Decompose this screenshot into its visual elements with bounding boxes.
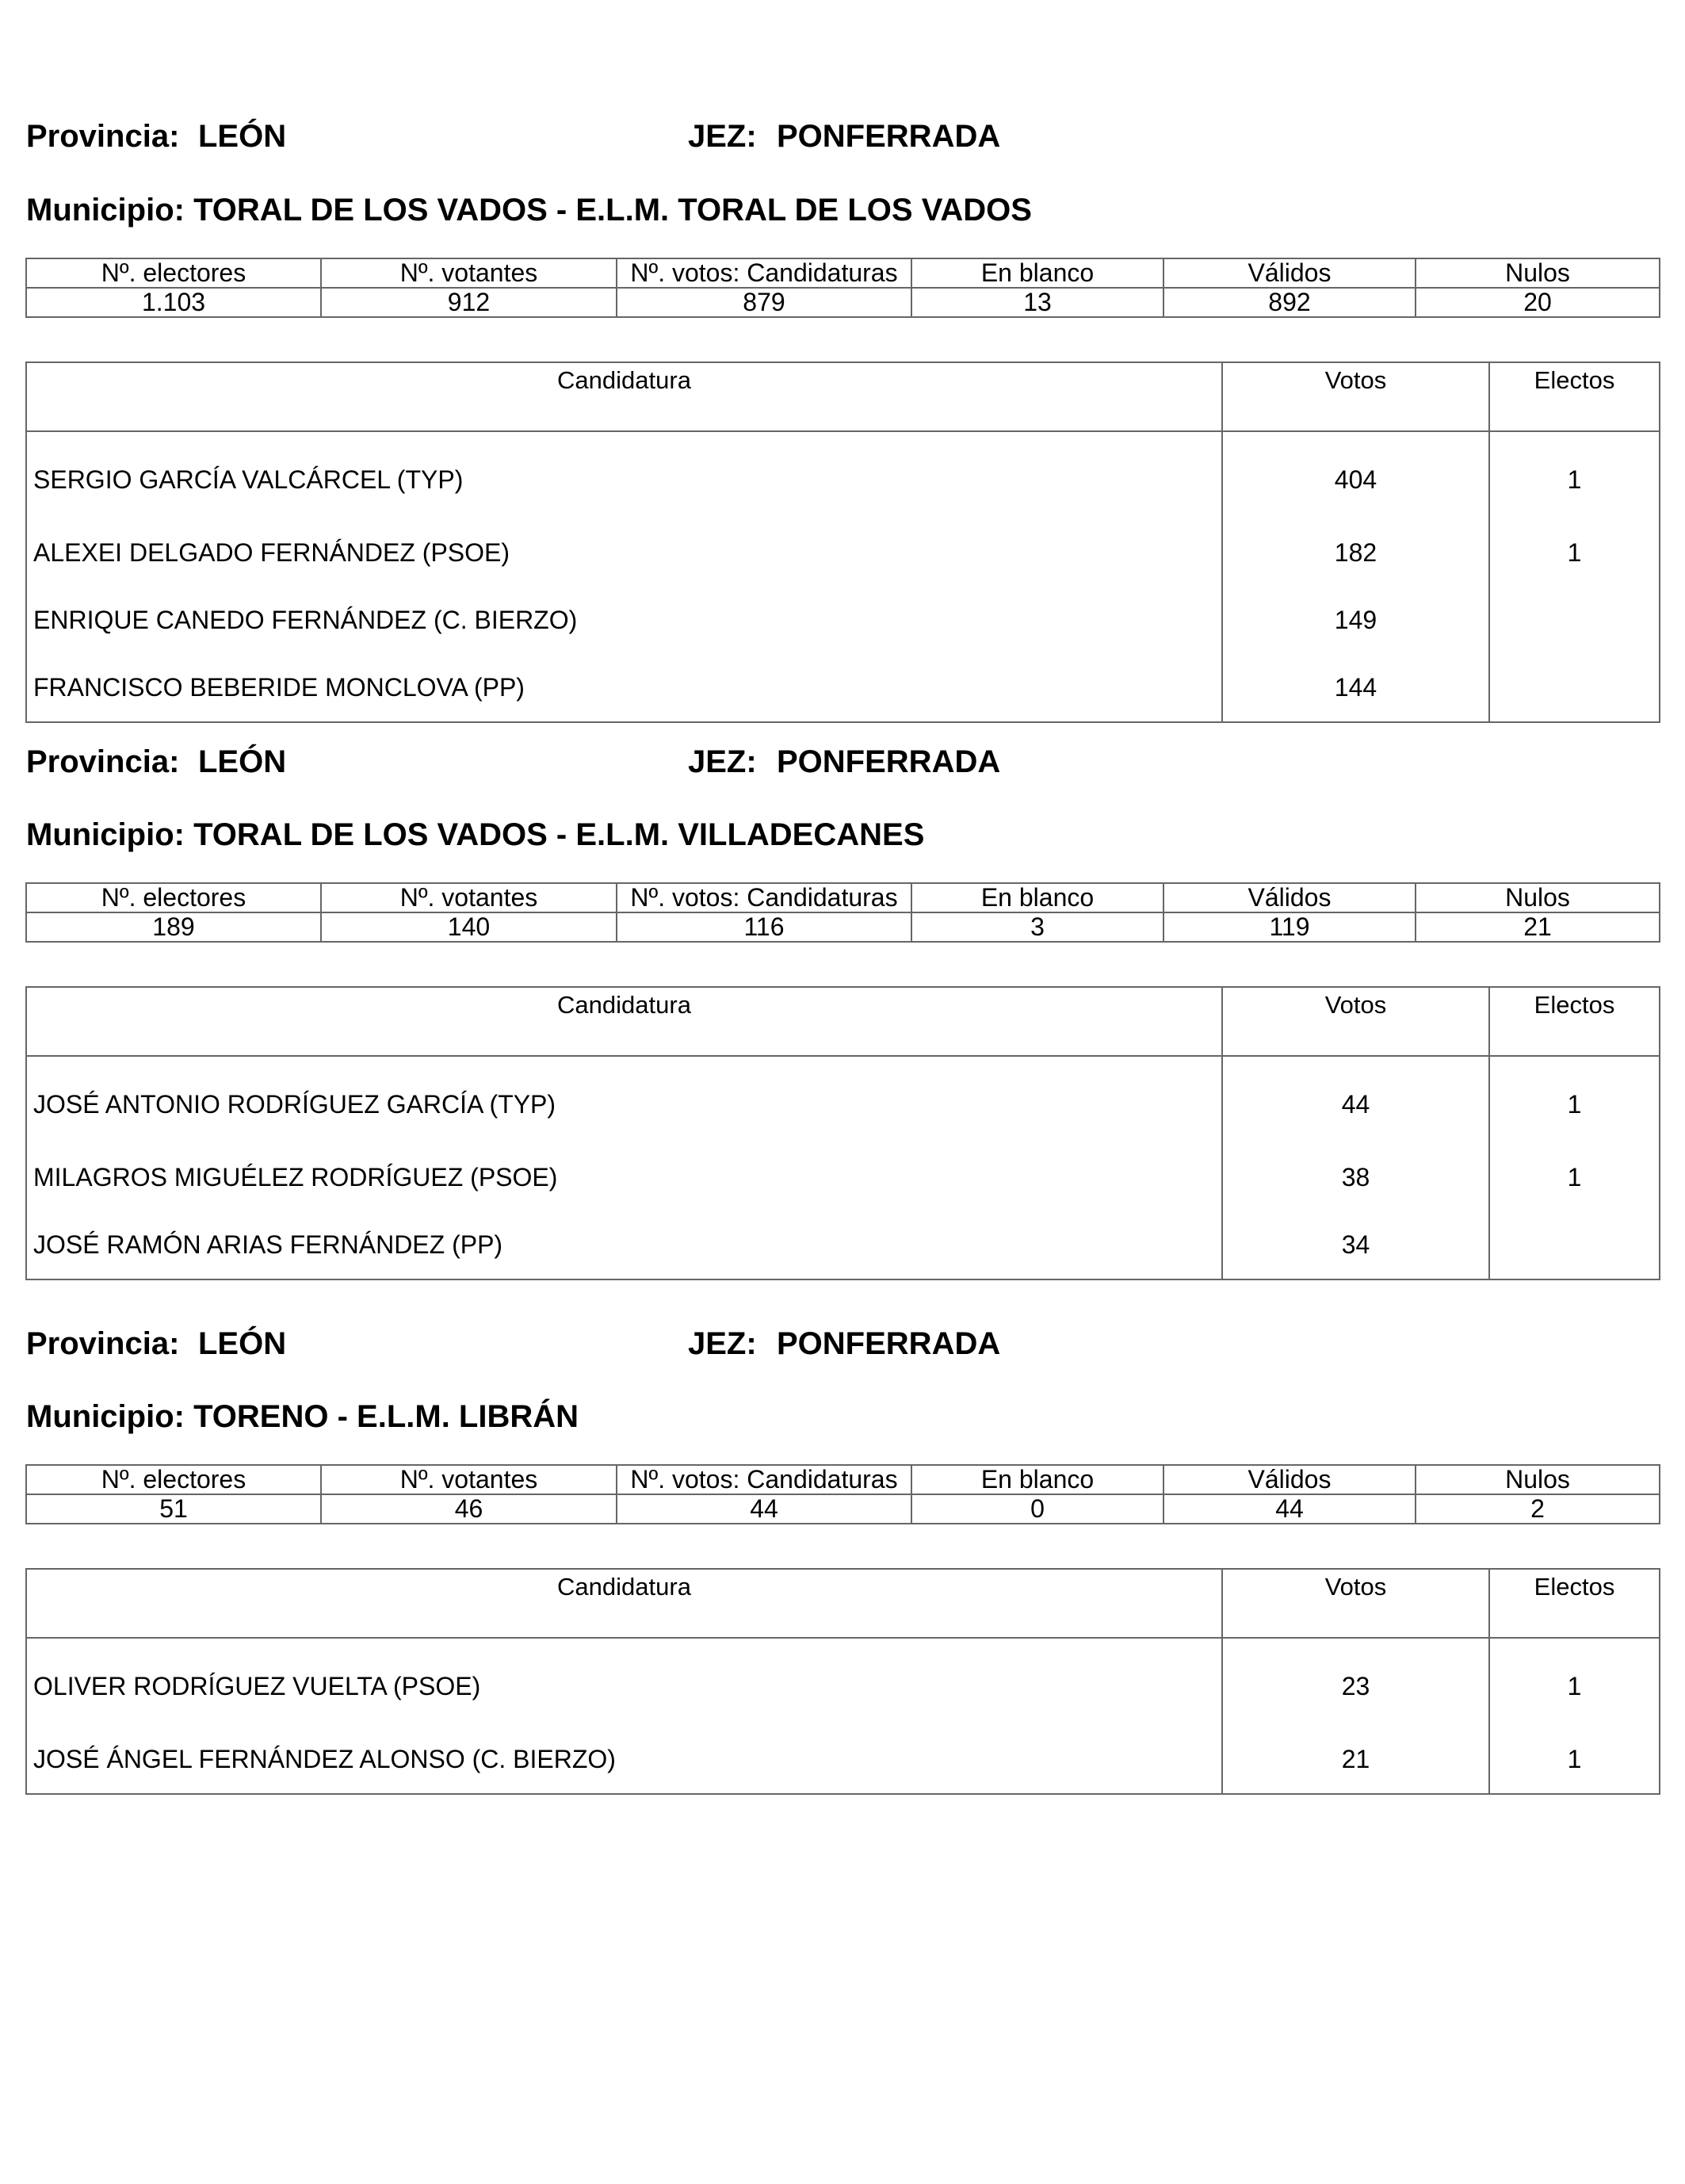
candidate-elected: 1 xyxy=(1489,1726,1660,1794)
municipio-heading: Municipio: TORENO - E.L.M. LIBRÁN xyxy=(26,1399,579,1434)
jez-label: JEZ: xyxy=(688,119,757,154)
stat-value: 44 xyxy=(617,1494,911,1524)
candidate-elected: 1 xyxy=(1489,1144,1660,1211)
col-electos: Electos xyxy=(1489,987,1660,1056)
candidate-row xyxy=(26,1144,1660,1211)
candidate-votes: 182 xyxy=(1222,519,1489,587)
provincia-label: Provincia: xyxy=(26,119,180,154)
candidate-elected: 1 xyxy=(1489,1638,1660,1726)
stat-value: 912 xyxy=(321,288,617,317)
jez-value: PONFERRADA xyxy=(777,1326,1001,1361)
stat-header: Nulos xyxy=(1416,883,1660,912)
candidates-header-row xyxy=(26,362,1660,431)
stat-header: Nulos xyxy=(1416,258,1660,288)
candidate-name: SERGIO GARCÍA VALCÁRCEL (TYP) xyxy=(26,431,1222,519)
provincia-label: Provincia: xyxy=(26,744,180,779)
stat-value: 2 xyxy=(1416,1494,1660,1524)
stat-header: Válidos xyxy=(1163,883,1416,912)
candidate-votes: 23 xyxy=(1222,1638,1489,1726)
candidate-name: JOSÉ ANTONIO RODRÍGUEZ GARCÍA (TYP) xyxy=(26,1056,1222,1144)
candidate-row xyxy=(26,1726,1660,1794)
stat-header: Nº. votantes xyxy=(321,883,617,912)
stats-value-row xyxy=(26,912,1660,942)
candidate-votes: 149 xyxy=(1222,587,1489,654)
stat-header: Nulos xyxy=(1416,1465,1660,1494)
candidate-row xyxy=(26,431,1660,519)
candidate-name: JOSÉ RAMÓN ARIAS FERNÁNDEZ (PP) xyxy=(26,1211,1222,1279)
stat-value: 21 xyxy=(1416,912,1660,942)
col-electos: Electos xyxy=(1489,1569,1660,1638)
candidate-votes: 44 xyxy=(1222,1056,1489,1144)
candidates-table xyxy=(25,361,1660,723)
candidate-votes: 34 xyxy=(1222,1211,1489,1279)
stat-value: 46 xyxy=(321,1494,617,1524)
stat-value: 13 xyxy=(911,288,1163,317)
candidate-name: ENRIQUE CANEDO FERNÁNDEZ (C. BIERZO) xyxy=(26,587,1222,654)
municipio-heading: Municipio: TORAL DE LOS VADOS - E.L.M. TORAL DE LOS VADOS xyxy=(26,193,1032,228)
stat-header: Válidos xyxy=(1163,258,1416,288)
stat-header: Válidos xyxy=(1163,1465,1416,1494)
provincia-value: LEÓN xyxy=(198,744,287,779)
candidate-votes: 21 xyxy=(1222,1726,1489,1794)
candidates-table xyxy=(25,1568,1660,1795)
candidate-elected: 1 xyxy=(1489,431,1660,519)
candidate-row xyxy=(26,1056,1660,1144)
candidate-row xyxy=(26,587,1660,654)
candidate-votes: 144 xyxy=(1222,654,1489,722)
candidate-elected: 1 xyxy=(1489,1056,1660,1144)
candidate-elected xyxy=(1489,1211,1660,1279)
stat-value: 140 xyxy=(321,912,617,942)
candidate-name: ALEXEI DELGADO FERNÁNDEZ (PSOE) xyxy=(26,519,1222,587)
stat-value: 51 xyxy=(26,1494,321,1524)
stat-value: 44 xyxy=(1163,1494,1416,1524)
stats-table xyxy=(25,258,1660,318)
stat-header: Nº. votantes xyxy=(321,258,617,288)
municipio-heading: Municipio: TORAL DE LOS VADOS - E.L.M. VILLADECANES xyxy=(26,817,925,852)
stat-header: Nº. votantes xyxy=(321,1465,617,1494)
candidates-table xyxy=(25,986,1660,1280)
stat-value: 1.103 xyxy=(26,288,321,317)
candidate-elected: 1 xyxy=(1489,519,1660,587)
stat-value: 20 xyxy=(1416,288,1660,317)
provincia-label: Provincia: xyxy=(26,1326,180,1361)
provincia-value: LEÓN xyxy=(198,1326,287,1361)
stats-table xyxy=(25,882,1660,943)
stats-header-row xyxy=(26,1465,1660,1494)
candidate-row xyxy=(26,1638,1660,1726)
candidate-elected xyxy=(1489,587,1660,654)
stat-value: 119 xyxy=(1163,912,1416,942)
stat-value: 0 xyxy=(911,1494,1163,1524)
candidate-name: MILAGROS MIGUÉLEZ RODRÍGUEZ (PSOE) xyxy=(26,1144,1222,1211)
stat-header: Nº. electores xyxy=(26,883,321,912)
stat-value: 3 xyxy=(911,912,1163,942)
candidate-row xyxy=(26,519,1660,587)
candidates-header-row xyxy=(26,987,1660,1056)
col-votos: Votos xyxy=(1222,987,1489,1056)
stat-header: En blanco xyxy=(911,1465,1163,1494)
candidate-name: FRANCISCO BEBERIDE MONCLOVA (PP) xyxy=(26,654,1222,722)
stat-header: Nº. votos: Candidaturas xyxy=(617,258,911,288)
stat-header: Nº. votos: Candidaturas xyxy=(617,883,911,912)
stats-value-row xyxy=(26,1494,1660,1524)
provincia-value: LEÓN xyxy=(198,119,287,154)
stat-header: En blanco xyxy=(911,883,1163,912)
stat-header: En blanco xyxy=(911,258,1163,288)
stat-value: 892 xyxy=(1163,288,1416,317)
candidate-row xyxy=(26,1211,1660,1279)
jez-value: PONFERRADA xyxy=(777,744,1001,779)
stat-value: 879 xyxy=(617,288,911,317)
stats-header-row xyxy=(26,883,1660,912)
jez-value: PONFERRADA xyxy=(777,119,1001,154)
col-candidatura: Candidatura xyxy=(26,362,1222,431)
jez-label: JEZ: xyxy=(688,744,757,779)
stat-header: Nº. electores xyxy=(26,1465,321,1494)
candidate-elected xyxy=(1489,654,1660,722)
candidates-header-row xyxy=(26,1569,1660,1638)
candidate-name: OLIVER RODRÍGUEZ VUELTA (PSOE) xyxy=(26,1638,1222,1726)
candidate-votes: 404 xyxy=(1222,431,1489,519)
stats-table xyxy=(25,1464,1660,1524)
stat-value: 116 xyxy=(617,912,911,942)
stats-header-row xyxy=(26,258,1660,288)
col-candidatura: Candidatura xyxy=(26,1569,1222,1638)
candidate-row xyxy=(26,654,1660,722)
stat-value: 189 xyxy=(26,912,321,942)
jez-label: JEZ: xyxy=(688,1326,757,1361)
col-candidatura: Candidatura xyxy=(26,987,1222,1056)
col-votos: Votos xyxy=(1222,1569,1489,1638)
stat-header: Nº. electores xyxy=(26,258,321,288)
candidate-name: JOSÉ ÁNGEL FERNÁNDEZ ALONSO (C. BIERZO) xyxy=(26,1726,1222,1794)
candidate-votes: 38 xyxy=(1222,1144,1489,1211)
stat-header: Nº. votos: Candidaturas xyxy=(617,1465,911,1494)
col-electos: Electos xyxy=(1489,362,1660,431)
stats-value-row xyxy=(26,288,1660,317)
col-votos: Votos xyxy=(1222,362,1489,431)
